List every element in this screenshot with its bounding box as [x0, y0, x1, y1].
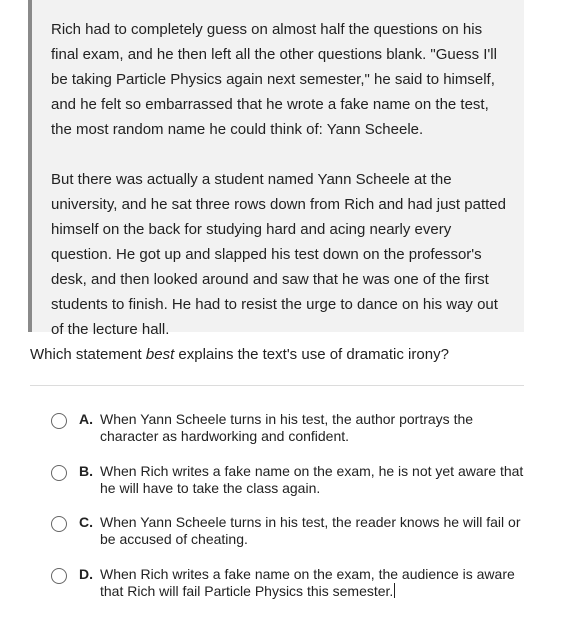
question-prompt — [30, 344, 449, 366]
question-prefix: Which statement — [30, 346, 146, 363]
text-cursor — [394, 583, 395, 598]
answer-option-b[interactable] — [48, 463, 528, 499]
option-text-c: When Yann Scheele turns in his test, the reader knows he will fail or be accused of cheating. — [100, 514, 521, 547]
option-text-d-content: When Rich writes a fake name on the exam, the audience is aware that Rich will fail Particle Physics this semester. — [100, 566, 515, 599]
option-text-a: When Yann Scheele turns in his test, the author portrays the character as hardworking and confident. — [100, 411, 474, 444]
option-text-b: When Rich writes a fake name on the exam, he is not yet aware that he will have to take the class again. — [100, 463, 524, 496]
question-suffix: explains the text's use of dramatic irony? — [174, 346, 449, 363]
option-letter-a: A. — [79, 411, 93, 427]
divider — [30, 385, 524, 386]
radio-button-a[interactable] — [51, 413, 67, 429]
radio-button-d[interactable] — [51, 568, 67, 584]
radio-button-b[interactable] — [51, 465, 67, 481]
passage-paragraph-1: Rich had to completely guess on almost half the questions on his final exam, and he then left all the other questions blank. "Guess I'll be taking Particle Physics again next semester," he said to himself, and he felt so embarrassed that he wrote a fake name on the test, the most random name he could think of: Yann Scheele. — [51, 21, 497, 138]
answer-option-d[interactable] — [48, 566, 528, 602]
option-letter-d: D. — [79, 566, 93, 582]
option-text-d — [100, 566, 530, 600]
reading-passage — [28, 0, 524, 338]
answer-option-a[interactable] — [48, 411, 528, 447]
question-emphasis: best — [145, 346, 175, 363]
passage-paragraph-2: But there was actually a student named Yann Scheele at the university, and he sat three rows down from Rich and had just patted himself on the back for studying hard and acing nearly every question. He got up and slapped his test down on the professor's desk, and then looked around and saw that he was one of the first students to finish. He had to resist the urge to dance on his way out of the lecture hall. — [51, 171, 506, 338]
radio-button-c[interactable] — [51, 516, 67, 532]
answer-option-c[interactable] — [48, 514, 528, 550]
option-letter-c: C. — [79, 514, 93, 530]
option-letter-b: B. — [79, 463, 93, 479]
